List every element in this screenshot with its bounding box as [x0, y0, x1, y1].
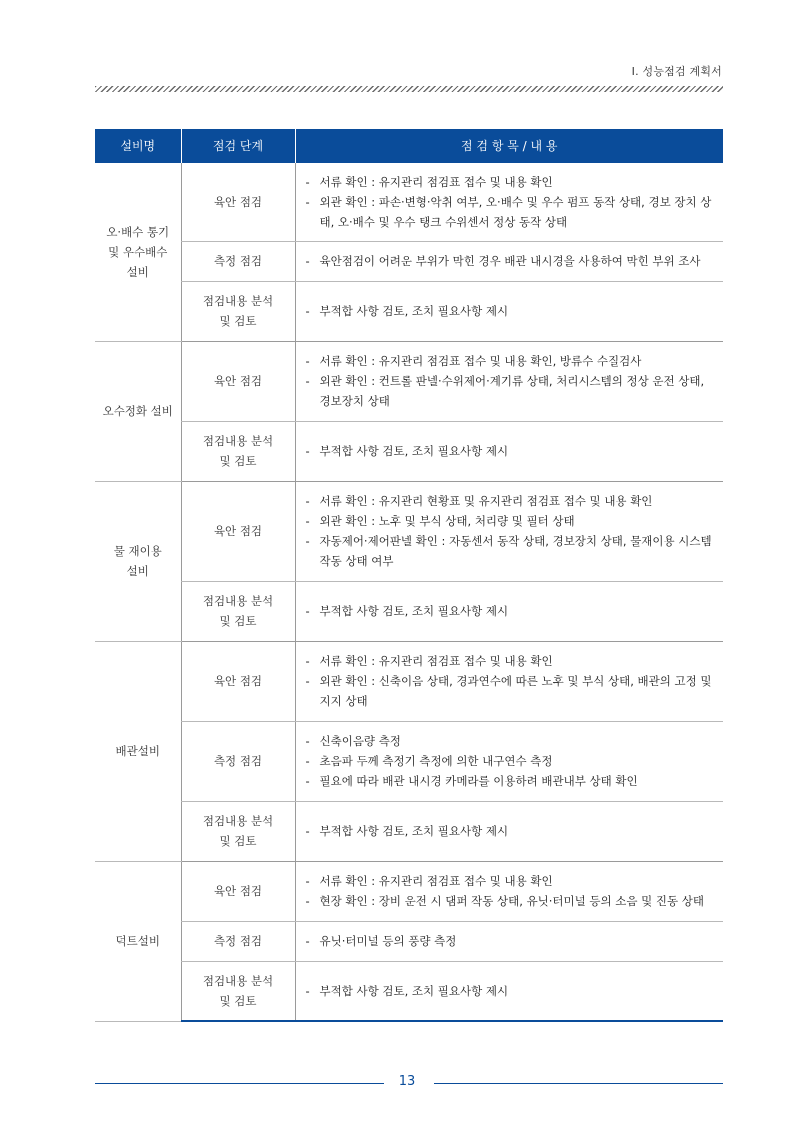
inspection-item [306, 751, 718, 771]
table-row [95, 281, 723, 341]
inspection-item-text: 부적합 사항 검토, 조치 필요사항 제시 [319, 604, 509, 618]
inspection-item-text: 서류 확인 : 유지관리 현황표 및 유지관리 점검표 접수 및 내용 확인 [319, 494, 653, 508]
inspection-stage: 점검내용 분석 및 검토 [181, 961, 295, 1021]
facility-name: 오·배수 통기 및 우수배수 설비 [95, 163, 181, 341]
inspection-stage: 측정 점검 [181, 721, 295, 801]
dash-bullet: - [305, 494, 310, 508]
inspection-item [306, 891, 718, 911]
inspection-item-text: 육안점검이 어려운 부위가 막힌 경우 배관 내시경을 사용하여 막힌 부위 조사 [319, 254, 701, 268]
dash-bullet: - [305, 754, 310, 768]
inspection-item [306, 931, 718, 951]
inspection-item-text: 외관 확인 : 파손·변형·악취 여부, 오·배수 및 우수 펌프 동작 상태, 경보 장치 상태, 오·배수 및 우수 탱크 수위센서 정상 동작 상태 [319, 194, 712, 229]
table-row [95, 341, 723, 421]
inspection-items [295, 721, 723, 801]
inspection-item-text: 신축이음량 측정 [319, 734, 401, 748]
inspection-stage: 육안 점검 [181, 641, 295, 721]
inspection-items [295, 281, 723, 341]
inspection-items [295, 241, 723, 281]
inspection-stage: 점검내용 분석 및 검토 [181, 421, 295, 481]
inspection-item-text: 서류 확인 : 유지관리 점검표 접수 및 내용 확인 [319, 174, 553, 189]
column-header-facility: 설비명 [95, 129, 181, 163]
inspection-item [306, 651, 718, 671]
inspection-items [295, 801, 723, 861]
dash-bullet: - [305, 874, 310, 888]
table-row [95, 581, 723, 641]
inspection-item-text: 부적합 사항 검토, 조치 필요사항 제시 [319, 824, 509, 838]
running-header: Ⅰ. 성능점검 계획서 [631, 65, 722, 78]
inspection-item-text: 서류 확인 : 유지관리 점검표 접수 및 내용 확인, 방류수 수질검사 [319, 354, 642, 368]
inspection-item [306, 731, 718, 751]
inspection-item [306, 821, 718, 841]
dash-bullet: - [305, 734, 310, 748]
dash-bullet: - [305, 304, 310, 318]
inspection-items [295, 961, 723, 1021]
inspection-item-text: 초음파 두께 측정기 측정에 의한 내구연수 측정 [319, 754, 553, 768]
dash-bullet: - [305, 654, 310, 668]
column-header-stage: 점검 단계 [181, 129, 295, 163]
inspection-items [295, 641, 723, 721]
facility-name: 배관설비 [95, 641, 181, 861]
header-hatch-rule [95, 86, 723, 92]
inspection-item [306, 511, 718, 531]
inspection-item-text: 서류 확인 : 유지관리 점검표 접수 및 내용 확인 [319, 654, 553, 668]
inspection-item-text: 부적합 사항 검토, 조치 필요사항 제시 [319, 444, 509, 458]
dash-bullet: - [305, 983, 310, 998]
inspection-item-text: 외관 확인 : 노후 및 부식 상태, 처리량 및 필터 상태 [319, 514, 575, 528]
inspection-item [306, 491, 718, 511]
dash-bullet: - [305, 824, 310, 838]
dash-bullet: - [305, 674, 310, 688]
inspection-item-text: 필요에 따라 배관 내시경 카메라를 이용하려 배관내부 상태 확인 [319, 774, 638, 788]
dash-bullet: - [305, 604, 310, 618]
footer-rule-left [95, 1083, 384, 1084]
table-row [95, 241, 723, 281]
inspection-item-text: 부적합 사항 검토, 조치 필요사항 제시 [319, 983, 509, 998]
dash-bullet: - [305, 354, 310, 368]
facility-name: 덕트설비 [95, 861, 181, 1021]
table-row [95, 861, 723, 921]
inspection-items [295, 481, 723, 581]
page-number: 13 [398, 1074, 416, 1089]
table-header-row [95, 129, 723, 163]
inspection-items [295, 921, 723, 961]
inspection-item [306, 441, 718, 461]
dash-bullet: - [305, 534, 310, 548]
inspection-item-text: 현장 확인 : 장비 운전 시 댐퍼 작동 상태, 유닛·터미널 등의 소음 및 진동 상태 [319, 894, 705, 908]
facility-name: 물 재이용 설비 [95, 481, 181, 641]
table-row [95, 481, 723, 581]
dash-bullet: - [305, 774, 310, 788]
column-header-items: 점 검 항 목 / 내 용 [295, 129, 723, 163]
inspection-items [295, 581, 723, 641]
inspection-item [306, 192, 718, 232]
inspection-items [295, 861, 723, 921]
dash-bullet: - [305, 194, 310, 209]
inspection-item [306, 601, 718, 621]
inspection-item-text: 외관 확인 : 컨트롤 판넬·수위제어·계기류 상태, 처리시스템의 정상 운전 상태, 경보장치 상태 [319, 374, 705, 408]
inspection-stage: 점검내용 분석 및 검토 [181, 581, 295, 641]
inspection-item [306, 351, 718, 371]
table-row [95, 641, 723, 721]
inspection-stage: 점검내용 분석 및 검토 [181, 801, 295, 861]
dash-bullet: - [305, 254, 310, 268]
inspection-item [306, 671, 718, 711]
table-row [95, 721, 723, 801]
inspection-item [306, 531, 718, 571]
inspection-stage: 육안 점검 [181, 481, 295, 581]
footer-rule-right [434, 1083, 723, 1084]
inspection-stage: 육안 점검 [181, 341, 295, 421]
table-row [95, 961, 723, 1021]
facility-name: 오수정화 설비 [95, 341, 181, 481]
table-row [95, 921, 723, 961]
inspection-stage: 육안 점검 [181, 163, 295, 241]
dash-bullet: - [305, 174, 310, 189]
inspection-item [306, 871, 718, 891]
dash-bullet: - [305, 444, 310, 458]
inspection-items [295, 421, 723, 481]
inspection-item-text: 부적합 사항 검토, 조치 필요사항 제시 [319, 304, 509, 318]
inspection-table [95, 129, 723, 1022]
inspection-stage: 점검내용 분석 및 검토 [181, 281, 295, 341]
inspection-item-text: 유닛·터미널 등의 풍량 측정 [319, 934, 457, 948]
inspection-item [306, 771, 718, 791]
table-row [95, 163, 723, 241]
inspection-stage: 측정 점검 [181, 241, 295, 281]
inspection-item-text: 자동제어·제어판넬 확인 : 자동센서 동작 상태, 경보장치 상태, 물재이용 시스템 작동 상태 여부 [319, 534, 712, 568]
inspection-stage: 육안 점검 [181, 861, 295, 921]
dash-bullet: - [305, 374, 310, 388]
dash-bullet: - [305, 934, 310, 948]
inspection-item [306, 981, 718, 1001]
inspection-stage: 측정 점검 [181, 921, 295, 961]
inspection-items [295, 341, 723, 421]
dash-bullet: - [305, 514, 310, 528]
inspection-items [295, 163, 723, 241]
dash-bullet: - [305, 894, 310, 908]
inspection-item [306, 251, 718, 271]
inspection-item-text: 외관 확인 : 신축이음 상태, 경과연수에 따른 노후 및 부식 상태, 배관의 고정 및 지지 상태 [319, 674, 712, 708]
inspection-item [306, 172, 718, 192]
table-row [95, 421, 723, 481]
table-row [95, 801, 723, 861]
inspection-item-text: 서류 확인 : 유지관리 점검표 접수 및 내용 확인 [319, 874, 553, 888]
inspection-item [306, 371, 718, 411]
inspection-item [306, 301, 718, 321]
